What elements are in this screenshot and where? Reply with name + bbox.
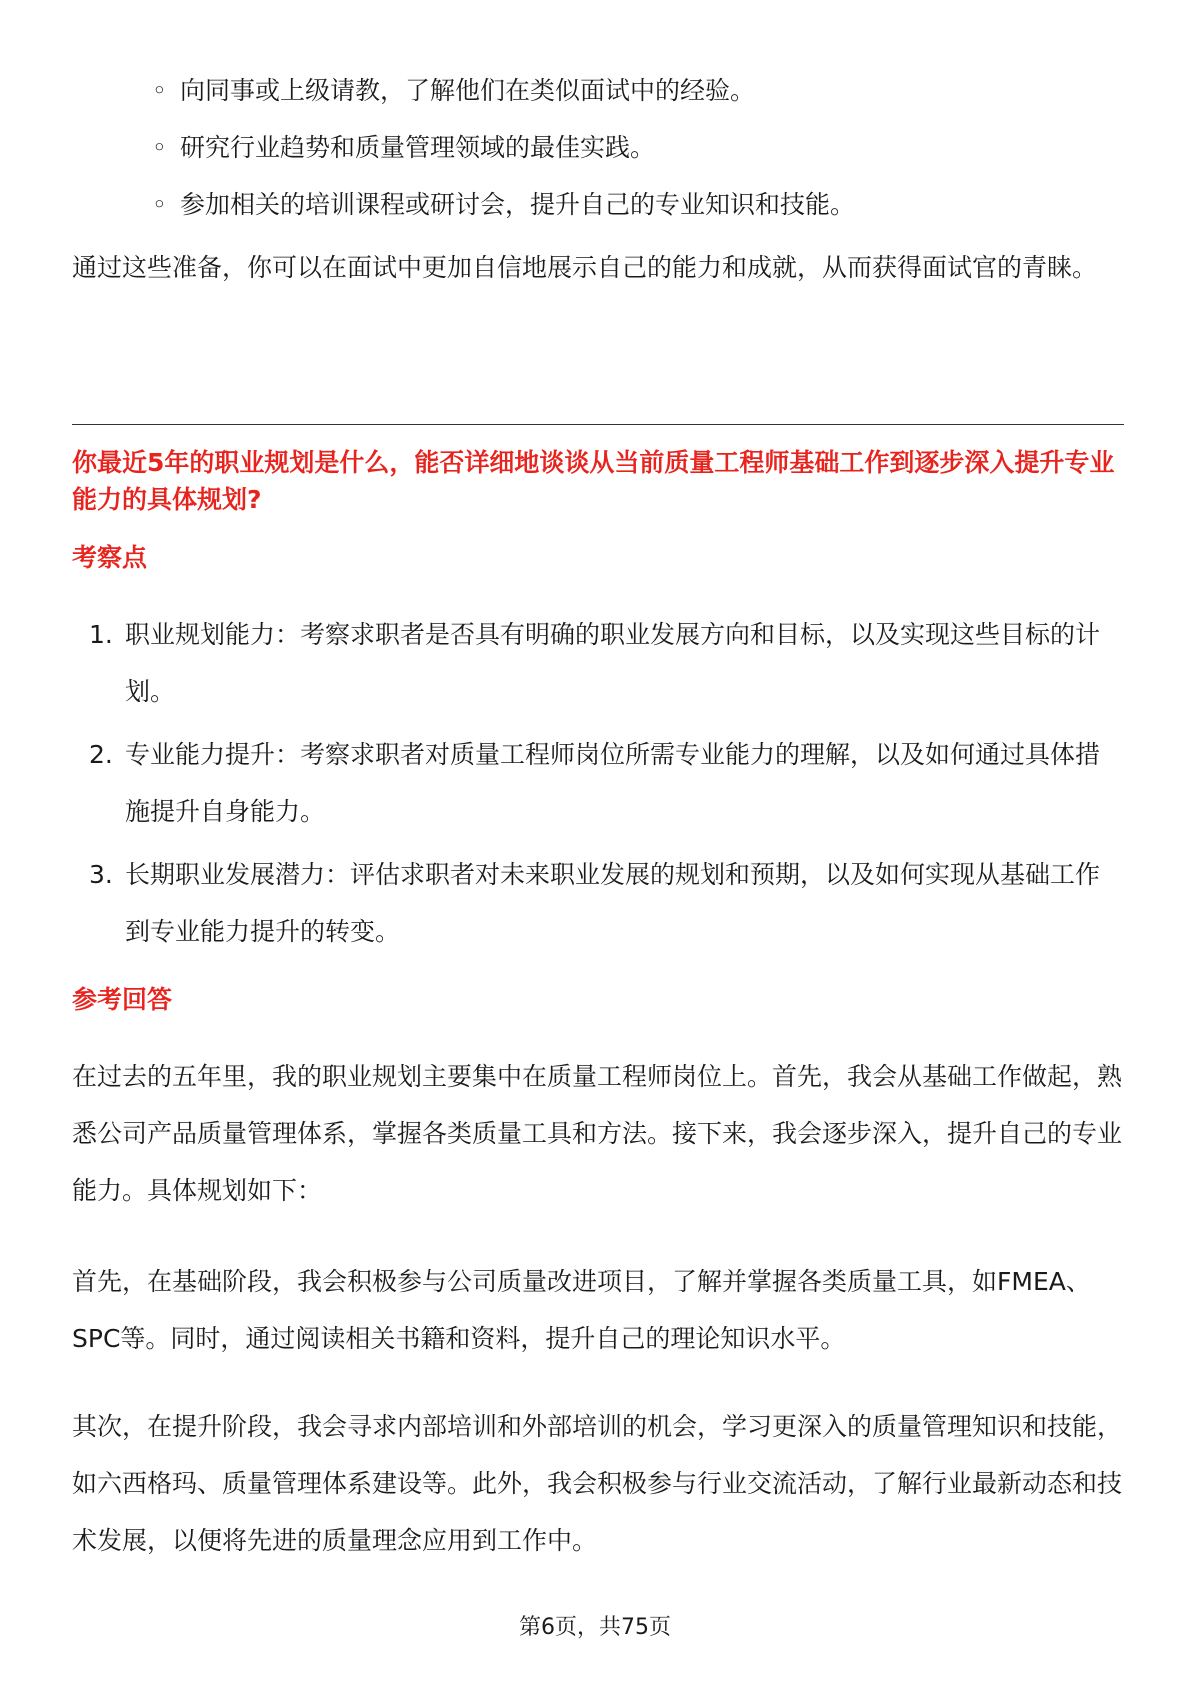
list-item [72, 846, 1124, 960]
question-title: 你最近5年的职业规划是什么，能否详细地谈谈从当前质量工程师基础工作到逐步深入提升专业能力的具体规划? [72, 448, 1115, 514]
examine-heading: 考察点 [72, 543, 148, 572]
list-item [72, 176, 855, 233]
list-item-text: 专业能力提升：考察求职者对质量工程师岗位所需专业能力的理解，以及如何通过具体措施提升自身能力。 [125, 740, 1101, 826]
bullet-icon: ◦ [152, 133, 167, 162]
list-item-text: 向同事或上级请教，了解他们在类似面试中的经验。 [180, 76, 756, 105]
item-number: 1. [89, 620, 113, 649]
list-item-text: 长期职业发展潜力：评估求职者对未来职业发展的规划和预期，以及如何实现从基础工作到专业能力提升的转变。 [125, 860, 1101, 946]
list-item [72, 606, 1124, 720]
sub-bullet-list [72, 62, 855, 233]
answer-paragraph: 首先，在基础阶段，我会积极参与公司质量改进项目，了解并掌握各类质量工具，如FMEA、SPC等。同时，通过阅读相关书籍和资料，提升自己的理论知识水平。 [72, 1267, 1091, 1353]
bullet-icon: ◦ [152, 190, 167, 219]
list-item [72, 62, 855, 119]
item-number: 2. [89, 740, 113, 769]
section-divider [72, 424, 1124, 425]
answer-paragraph: 其次，在提升阶段，我会寻求内部培训和外部培训的机会，学习更深入的质量管理知识和技能，如六西格玛、质量管理体系建设等。此外，我会积极参与行业交流活动，了解行业最新动态和技术发展，以便将先进的质量理念应用到工作中。 [72, 1412, 1123, 1555]
list-item [72, 119, 855, 176]
list-item [72, 726, 1124, 840]
bullet-icon: ◦ [152, 76, 167, 105]
answer-heading: 参考回答 [72, 985, 173, 1014]
answer-paragraph: 在过去的五年里，我的职业规划主要集中在质量工程师岗位上。首先，我会从基础工作做起，熟悉公司产品质量管理体系，掌握各类质量工具和方法。接下来，我会逐步深入，提升自己的专业能力。具体规划如下： [72, 1062, 1123, 1205]
list-item-text: 职业规划能力：考察求职者是否具有明确的职业发展方向和目标，以及实现这些目标的计划。 [125, 620, 1101, 706]
intro-paragraph: 通过这些准备，你可以在面试中更加自信地展示自己的能力和成就，从而获得面试官的青睐。 [72, 253, 1098, 282]
list-item-text: 参加相关的培训课程或研讨会，提升自己的专业知识和技能。 [180, 190, 856, 219]
item-number: 3. [89, 860, 113, 889]
examine-points-list [72, 606, 1124, 966]
list-item-text: 研究行业趋势和质量管理领域的最佳实践。 [180, 133, 656, 162]
page-footer: 第6页，共75页 [519, 1615, 671, 1640]
